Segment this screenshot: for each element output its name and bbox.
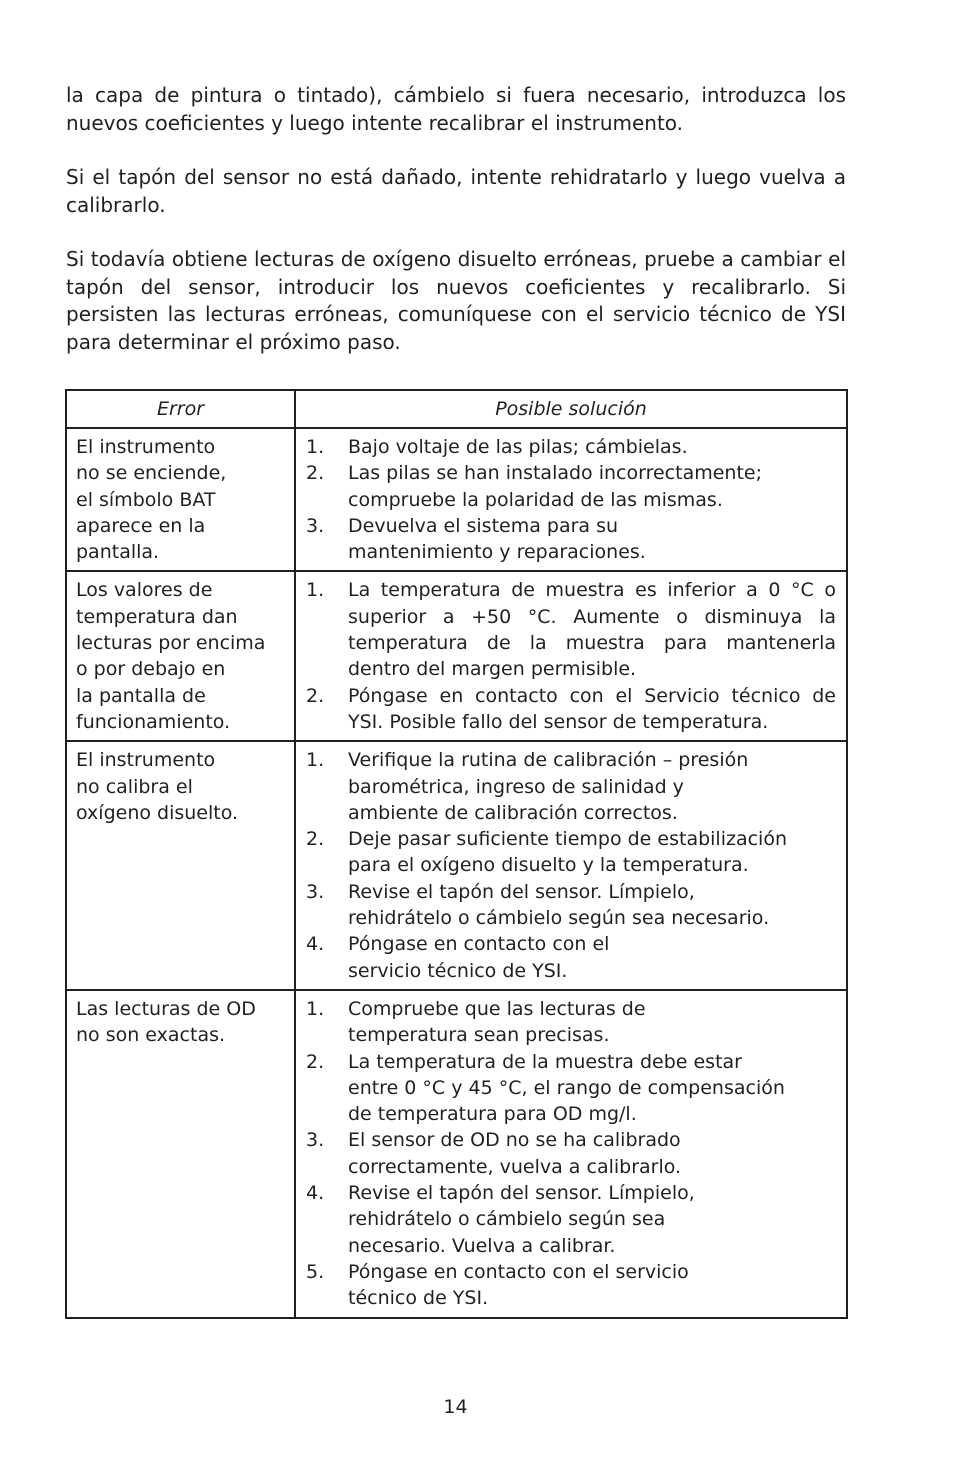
solution-line: Devuelva el sistema para su xyxy=(348,514,619,537)
solution-text xyxy=(348,434,836,460)
solution-item xyxy=(306,460,836,513)
header-solution: Posible solución xyxy=(295,390,847,428)
solution-line: Póngase en contacto con el servicio xyxy=(348,1260,689,1283)
solution-text: La temperatura de muestra es inferior a 0 °C o superior a +50 °C. Aumente o disminuya la temperatura de la muestra para mantenerla dentro del margen permisible. xyxy=(348,579,836,681)
solution-cell xyxy=(295,741,847,990)
error-line: Los valores de xyxy=(76,579,213,602)
solution-number: 2. xyxy=(306,684,325,707)
solution-item xyxy=(306,931,836,984)
solution-line: Bajo voltaje de las pilas; cámbielas. xyxy=(348,436,688,458)
error-line: la pantalla de xyxy=(76,684,206,707)
error-cell xyxy=(66,990,295,1318)
error-line: oxígeno disuelto. xyxy=(76,801,239,824)
solution-line: servicio técnico de YSI. xyxy=(348,959,568,982)
solution-text xyxy=(348,931,836,984)
solution-item xyxy=(306,513,836,566)
solution-number: 2. xyxy=(306,1050,325,1073)
solution-number: 2. xyxy=(306,462,325,485)
solution-number: 1. xyxy=(306,579,325,602)
page-number: 14 xyxy=(443,1396,468,1418)
error-line: el símbolo BAT xyxy=(76,488,216,511)
solution-line: rehidrátelo o cámbielo según sea necesario. xyxy=(348,907,770,930)
solution-line: necesario. Vuelva a calibrar. xyxy=(348,1234,616,1257)
solution-line: técnico de YSI. xyxy=(348,1287,489,1310)
error-line: lecturas por encima xyxy=(76,632,266,655)
solution-line: Las pilas se han instalado incorrectamente; xyxy=(348,462,762,485)
solution-number: 1. xyxy=(306,436,325,458)
error-cell xyxy=(66,428,295,571)
solution-line: correctamente, vuelva a calibrarlo. xyxy=(348,1155,682,1178)
solution-text xyxy=(348,826,836,879)
body-text xyxy=(66,82,846,356)
solution-line: Revise el tapón del sensor. Límpielo, xyxy=(348,1182,695,1205)
error-line: aparece en la xyxy=(76,514,206,537)
solution-text xyxy=(348,1180,836,1259)
error-line: no calibra el xyxy=(76,775,193,798)
solution-number: 5. xyxy=(306,1260,325,1283)
troubleshooting-table xyxy=(65,389,848,1319)
solution-text xyxy=(348,1049,836,1128)
solution-line: compruebe la polaridad de las mismas. xyxy=(348,488,723,511)
solution-line: Póngase en contacto con el xyxy=(348,933,610,956)
solution-line: La temperatura de la muestra debe estar xyxy=(348,1050,742,1073)
error-line: Las lecturas de OD xyxy=(76,997,256,1020)
solution-item xyxy=(306,747,836,826)
solution-text xyxy=(348,1259,836,1312)
solution-number: 1. xyxy=(306,749,325,772)
solution-item xyxy=(306,996,836,1049)
solution-item xyxy=(306,826,836,879)
solution-line: rehidrátelo o cámbielo según sea xyxy=(348,1208,666,1231)
solution-text xyxy=(348,996,836,1049)
solution-line: para el oxígeno disuelto y la temperatura. xyxy=(348,854,749,877)
error-line: El instrumento xyxy=(76,436,216,458)
error-line: funcionamiento. xyxy=(76,710,231,733)
solution-item xyxy=(306,434,836,460)
paragraph: Si todavía obtiene lecturas de oxígeno disuelto erróneas, pruebe a cambiar el tapón del sensor, introducir los nuevos coeficientes y recalibrarlo. Si persisten las lecturas erróneas, comuníquese con el servicio técnico de YSI para determinar el próximo paso. xyxy=(66,247,846,354)
solution-line: temperatura sean precisas. xyxy=(348,1024,610,1047)
solution-line: Deje pasar suficiente tiempo de estabilización xyxy=(348,828,787,851)
solution-line: ambiente de calibración correctos. xyxy=(348,801,678,824)
solution-item xyxy=(306,1259,836,1312)
table-row xyxy=(66,428,847,571)
solution-number: 3. xyxy=(306,880,325,903)
solution-item xyxy=(306,1049,836,1128)
solution-number: 4. xyxy=(306,1182,325,1205)
table-row xyxy=(66,741,847,990)
solution-text xyxy=(348,513,836,566)
solution-cell xyxy=(295,571,847,741)
error-cell xyxy=(66,571,295,741)
solution-number: 1. xyxy=(306,997,325,1020)
error-cell xyxy=(66,741,295,990)
error-line: temperatura dan xyxy=(76,605,238,628)
solution-number: 3. xyxy=(306,514,325,537)
solution-text xyxy=(348,1127,836,1180)
solution-item xyxy=(306,879,836,932)
paragraph: la capa de pintura o tintado), cámbielo si fuera necesario, introduzca los nuevos coeficientes y luego intente recalibrar el instrumento. xyxy=(66,83,846,135)
solution-line: El sensor de OD no se ha calibrado xyxy=(348,1129,681,1152)
solution-line: de temperatura para OD mg/l. xyxy=(348,1103,637,1126)
solution-number: 4. xyxy=(306,933,325,956)
solution-item xyxy=(306,1180,836,1259)
paragraph: Si el tapón del sensor no está dañado, intente rehidratarlo y luego vuelva a calibrarlo. xyxy=(66,165,846,217)
error-line: no se enciende, xyxy=(76,462,227,485)
solution-text: Póngase en contacto con el Servicio técnico de YSI. Posible fallo del sensor de temperatura. xyxy=(348,684,836,733)
solution-cell xyxy=(295,428,847,571)
error-line: no son exactas. xyxy=(76,1024,226,1047)
solution-line: Compruebe que las lecturas de xyxy=(348,997,646,1020)
table-row xyxy=(66,571,847,741)
solution-text xyxy=(348,747,836,826)
solution-line: Revise el tapón del sensor. Límpielo, xyxy=(348,880,695,903)
solution-text xyxy=(348,879,836,932)
solution-line: barométrica, ingreso de salinidad y xyxy=(348,775,684,798)
solution-item xyxy=(306,1127,836,1180)
error-line: El instrumento xyxy=(76,749,216,772)
solution-number: 3. xyxy=(306,1129,325,1152)
solution-cell xyxy=(295,990,847,1318)
solution-number: 2. xyxy=(306,828,325,851)
solution-item xyxy=(306,683,836,736)
error-line: o por debajo en xyxy=(76,658,226,681)
header-error: Error xyxy=(66,390,295,428)
solution-item xyxy=(306,577,836,682)
solution-line: entre 0 °C y 45 °C, el rango de compensación xyxy=(348,1076,785,1099)
table-header-row xyxy=(66,390,847,428)
solution-line: Verifique la rutina de calibración – presión xyxy=(348,749,749,772)
solution-line: mantenimiento y reparaciones. xyxy=(348,541,646,564)
table-row xyxy=(66,990,847,1318)
solution-text xyxy=(348,460,836,513)
error-line: pantalla. xyxy=(76,541,160,564)
